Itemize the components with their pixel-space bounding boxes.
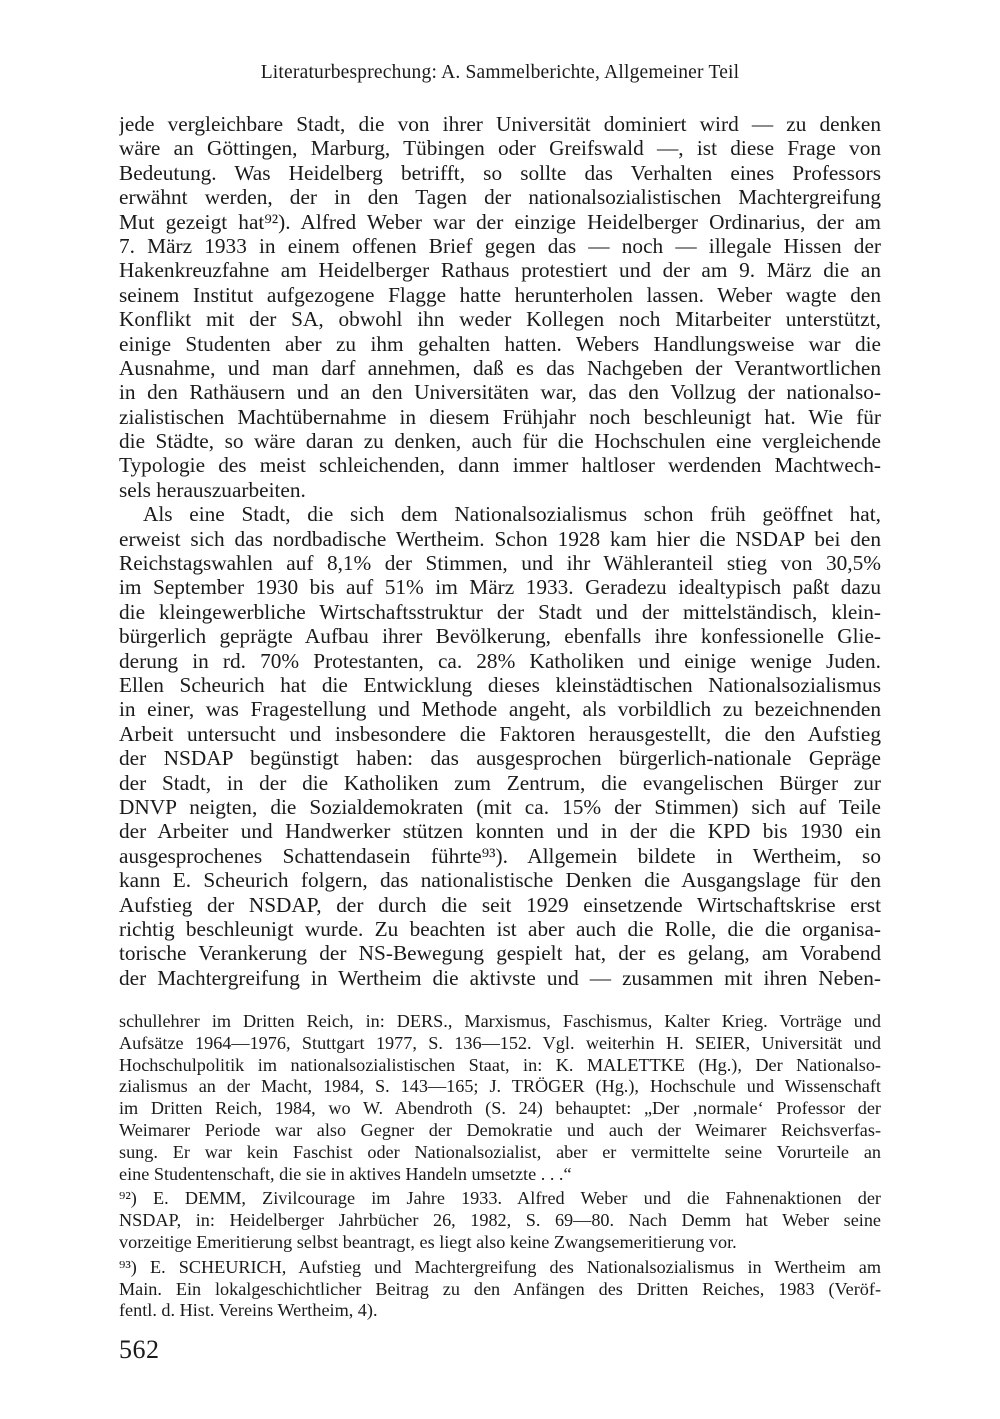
body-line: der NSDAP begünstigt haben: das ausgesprochen bürgerlich-nationale Gepräge (119, 746, 881, 771)
body-line: wäre an Göttingen, Marburg, Tübingen oder Greifswald —, ist diese Frage von (119, 136, 881, 161)
body-line: erweist sich das nordbadische Wertheim. Schon 1928 kam hier die NSDAP bei den (119, 526, 881, 551)
body-line: im September 1930 bis auf 51% im März 1933. Geradezu idealtypisch paßt dazu (119, 575, 881, 600)
body-line-indented: Als eine Stadt, die sich dem Nationalsozialismus schon früh geöffnet hat, (143, 502, 881, 527)
footnote-line: Weimarer Periode war also Gegner der Demokratie und auch der Weimarer Reichsverfas- (119, 1119, 881, 1140)
body-line: einige Studenten aber zu ihm gehalten hatten. Webers Handlungsweise war die (119, 331, 881, 356)
footnote-line: zialismus an der Macht, 1984, S. 143—165; J. TRÖGER (Hg.), Hochschule und Wissenschaft (119, 1076, 881, 1097)
footnote-92-line: NSDAP, in: Heidelberger Jahrbücher 26, 1982, S. 69—80. Nach Demm hat Weber seine (119, 1210, 881, 1231)
body-line: kann E. Scheurich folgern, das nationalistische Denken die Ausgangslage für den (119, 868, 881, 893)
body-line: torische Verankerung der NS-Bewegung gespielt hat, der es gelang, am Vorabend (119, 941, 881, 966)
footnote-92-line: ⁹²) E. DEMM, Zivilcourage im Jahre 1933. Alfred Weber und die Fahnenaktionen der (119, 1188, 881, 1209)
running-header: Literaturbesprechung: A. Sammelberichte, Allgemeiner Teil (260, 62, 740, 83)
body-line: erwähnt werden, der in den Tagen der nationalsozialistischen Machtergreifung (119, 185, 881, 210)
body-line: seinem Institut aufgezogene Flagge hatte herunterholen lassen. Weber wagte den (119, 282, 881, 307)
body-line: der Stadt, in der die Katholiken zum Zentrum, die evangelischen Bürger zur (119, 770, 881, 795)
body-line: Konflikt mit der SA, obwohl ihn weder Kollegen noch Mitarbeiter unterstützt, (119, 307, 881, 332)
footnote-line: schullehrer im Dritten Reich, in: DERS., Marxismus, Faschismus, Kalter Krieg. Vorträge und (119, 1011, 881, 1031)
footnote-93-line: ⁹³) E. SCHEURICH, Aufstieg und Machtergreifung des Nationalsozialismus in Wertheim am (119, 1256, 881, 1277)
body-line: Reichstagswahlen auf 8,1% der Stimmen, und ihr Wähleranteil stieg von 30,5% (119, 551, 881, 576)
body-line: Mut gezeigt hat⁹²). Alfred Weber war der einzige Heidelberger Ordinarius, der am (119, 209, 881, 234)
body-line: sels herauszuarbeiten. (119, 477, 306, 502)
page-number: 562 (119, 1335, 160, 1364)
body-line: richtig beschleunigt wurde. Zu beachten ist aber auch die Rolle, die die organisa- (119, 916, 881, 941)
body-line: die Städte, so wäre daran zu denken, auch für die Hochschulen eine vergleichende (119, 429, 881, 454)
body-line: in den Rathäusern und an den Universitäten war, das den Vollzug der nationalso- (119, 380, 881, 405)
body-line: in einer, was Fragestellung und Methode angeht, als vorbildlich zu bezeichnenden (119, 697, 881, 722)
footnote-93-line: fentl. d. Hist. Vereins Wertheim, 4). (119, 1300, 378, 1321)
body-line: Arbeit untersucht und insbesondere die Faktoren herausgestellt, die den Aufstieg (119, 721, 881, 746)
body-line: zialistischen Machtübernahme in diesem Frühjahr noch beschleunigt hat. Wie für (119, 404, 881, 429)
body-line: Hakenkreuzfahne am Heidelberger Rathaus protestiert und der am 9. März die an (119, 258, 881, 283)
body-line: der Arbeiter und Handwerker stützen konnten und in der die KPD bis 1930 ein (119, 819, 881, 844)
footnote-line: Aufsätze 1964—1976, Stuttgart 1977, S. 136—152. Vgl. weiterhin H. SEIER, Universität und (119, 1032, 881, 1053)
footnote-line: Hochschulpolitik im nationalsozialistischen Staat, in: K. MALETTKE (Hg.), Der Nationalso- (119, 1054, 881, 1075)
body-line: Ellen Scheurich hat die Entwicklung dieses kleinstädtischen Nationalsozialismus (119, 672, 881, 697)
body-line: Typologie des meist schleichenden, dann immer haltloser werdenden Machtwech- (119, 453, 881, 478)
footnote-93-line: Main. Ein lokalgeschichtlicher Beitrag zu den Anfängen des Dritten Reiches, 1983 (Veröf- (119, 1278, 881, 1299)
main-text (119, 112, 881, 990)
footnote-line: sung. Er war kein Faschist oder Nationalsozialist, aber er vermittelte seine Vorurteile an (119, 1141, 881, 1162)
footnote-92-line: vorzeitige Emeritierung selbst beantragt, es liegt also keine Zwangsemeritierung vor. (119, 1231, 737, 1252)
footnote-line: eine Studentenschaft, die sie in aktives Handeln umsetzte . . .“ (119, 1163, 572, 1184)
body-line: Bedeutung. Was Heidelberg betrifft, so sollte das Verhalten eines Professors (119, 160, 881, 185)
body-line: Aufstieg der NSDAP, der durch die seit 1929 einsetzende Wirtschaftskrise erst (119, 892, 881, 917)
body-line: die kleingewerbliche Wirtschaftsstruktur der Stadt und der mittelständisch, klein- (119, 599, 881, 624)
body-line: ausgesprochenes Schattendasein führte⁹³). Allgemein bildete in Wertheim, so (119, 843, 881, 868)
body-line: DNVP neigten, die Sozialdemokraten (mit ca. 15% der Stimmen) sich auf Teile (119, 794, 881, 819)
body-line: jede vergleichbare Stadt, die von ihrer Universität dominiert wird — zu denken (119, 112, 881, 136)
body-line: bürgerlich geprägte Aufbau ihrer Bevölkerung, ebenfalls ihre konfessionelle Glie- (119, 624, 881, 649)
body-line: 7. März 1933 in einem offenen Brief gegen das — noch — illegale Hissen der (119, 233, 881, 258)
body-line: der Machtergreifung in Wertheim die aktivste und — zusammen mit ihren Neben- (119, 965, 881, 990)
footnote-line: im Dritten Reich, 1984, wo W. Abendroth (S. 24) behauptet: „Der ‚normale‘ Professor der (119, 1098, 881, 1119)
body-line: Ausnahme, und man darf annehmen, daß es das Nachgeben der Verantwortlichen (119, 355, 881, 380)
body-line: derung in rd. 70% Protestanten, ca. 28% Katholiken und einige wenige Juden. (119, 648, 881, 673)
footnotes (119, 1011, 881, 1322)
